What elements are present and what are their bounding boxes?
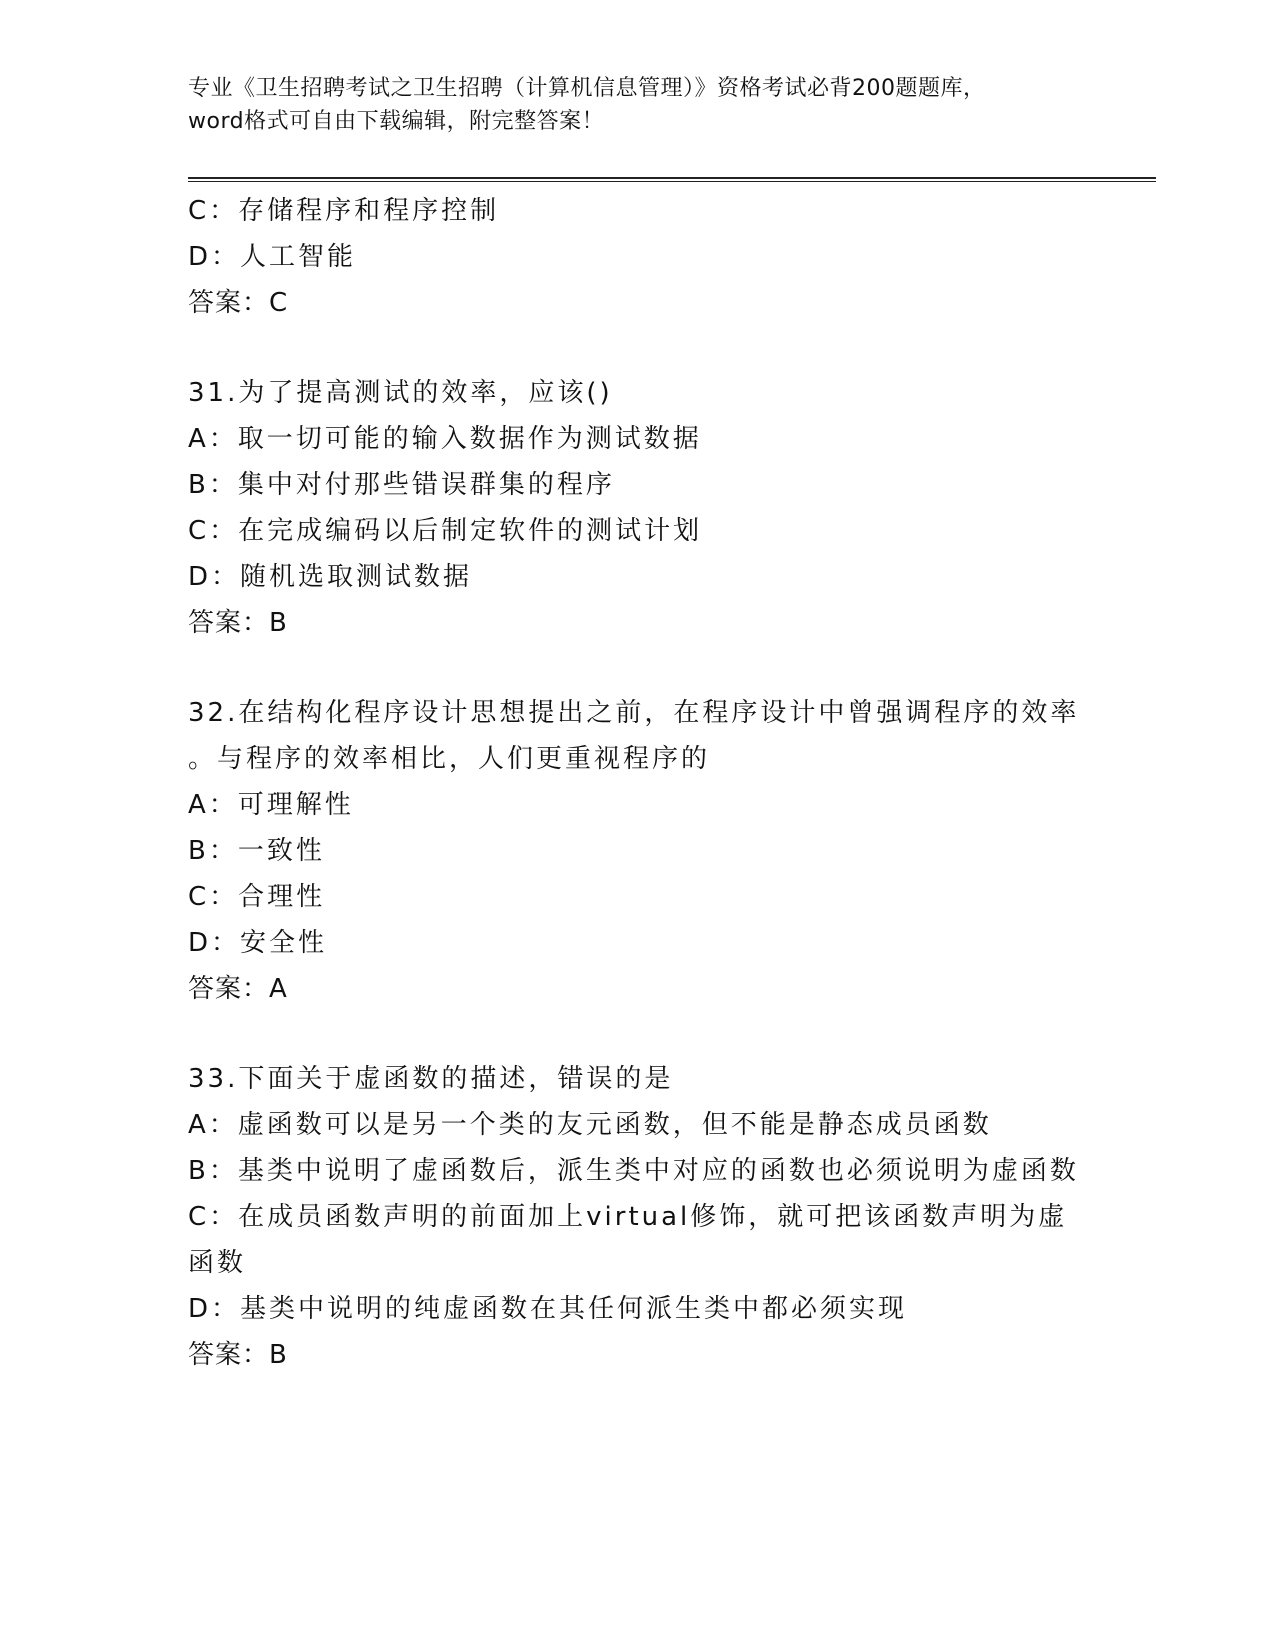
question-list <box>188 188 1088 1422</box>
page-header <box>188 72 1078 138</box>
option-c-line-1: C：在成员函数声明的前面加上virtual修饰，就可把该函数声明为虚 <box>188 1202 1068 1232</box>
header-title-line-2: word格式可自由下载编辑，附完整答案！ <box>188 109 605 134</box>
option-c: C：合理性 <box>188 882 326 912</box>
answer: 答案：B <box>188 1340 288 1370</box>
option-d: D：基类中说明的纯虚函数在其任何派生类中都必须实现 <box>188 1294 908 1324</box>
question-block-31 <box>188 370 1088 646</box>
option-c-line-2: 函数 <box>188 1248 247 1278</box>
option-d: D：安全性 <box>188 928 328 958</box>
question-block-previous <box>188 188 1088 326</box>
question-stem-line-1: 32.在结构化程序设计思想提出之前，在程序设计中曾强调程序的效率 <box>188 698 1080 728</box>
option-a: A：可理解性 <box>188 790 354 820</box>
answer: 答案：C <box>188 288 289 318</box>
question-block-32 <box>188 690 1088 1012</box>
option-b: B：集中对付那些错误群集的程序 <box>188 470 615 500</box>
answer: 答案：B <box>188 608 288 638</box>
question-stem-line-2: 。与程序的效率相比，人们更重视程序的 <box>188 744 711 774</box>
header-divider <box>188 177 1156 182</box>
question-block-33 <box>188 1056 1088 1378</box>
option-c: C：存储程序和程序控制 <box>188 196 500 226</box>
option-c: C：在完成编码以后制定软件的测试计划 <box>188 516 703 546</box>
option-b: B：基类中说明了虚函数后，派生类中对应的函数也必须说明为虚函数 <box>188 1156 1079 1186</box>
option-a: A：虚函数可以是另一个类的友元函数，但不能是静态成员函数 <box>188 1110 992 1140</box>
answer: 答案：A <box>188 974 288 1004</box>
option-d: D：人工智能 <box>188 242 357 272</box>
option-b: B：一致性 <box>188 836 325 866</box>
header-title-line-1: 专业《卫生招聘考试之卫生招聘（计算机信息管理）》资格考试必背200题题库， <box>188 76 986 101</box>
question-stem: 33.下面关于虚函数的描述，错误的是 <box>188 1064 674 1094</box>
option-a: A：取一切可能的输入数据作为测试数据 <box>188 424 702 454</box>
option-d: D：随机选取测试数据 <box>188 562 473 592</box>
question-stem: 31.为了提高测试的效率，应该() <box>188 378 613 408</box>
